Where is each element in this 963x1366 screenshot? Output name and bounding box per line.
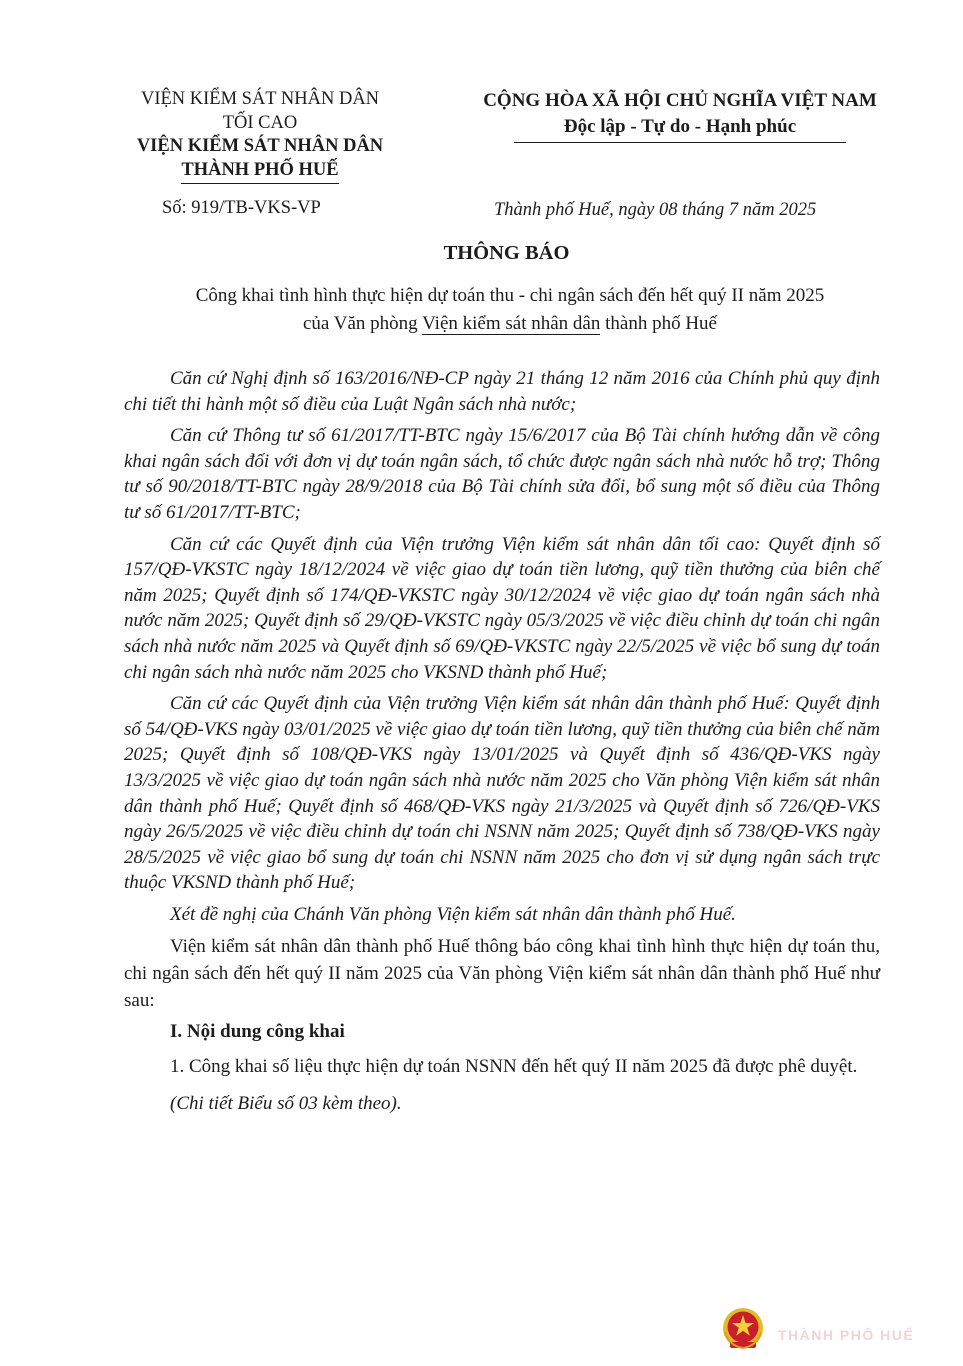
- subtitle-line-1: Công khai tình hình thực hiện dự toán thu - chi ngân sách đến hết quý II năm 2025: [195, 285, 825, 306]
- national-motto: Độc lập - Tự do - Hạnh phúc: [514, 114, 846, 143]
- document-title: THÔNG BÁO: [443, 242, 570, 264]
- item-1-paragraph: 1. Công khai số liệu thực hiện dự toán NSNN đến hết quý II năm 2025 đã được phê duyệt.: [170, 1056, 858, 1078]
- agency-line-1: VIỆN KIỂM SÁT NHÂN DÂN: [140, 89, 380, 109]
- legal-basis-4: Căn cứ các Quyết định của Viện trưởng Viện kiểm sát nhân dân thành phố Huế: Quyết định số 54/QĐ-VKS ngày 03/01/2025 về việc giao dự toán tiền lương, quỹ tiền thưởng của biên chế năm 2025; Quyết định số 108/QĐ-VKS ngày 13/01/2025 và Quyết định số 436/QĐ-VKS ngày 13/3/2025 về việc giao dự toán ngân sách nhà nước năm 2025 cho Văn phòng Viện kiểm sát nhân dân thành phố Huế; Quyết định số 468/QĐ-VKS ngày 21/3/2025 và Quyết định số 726/QĐ-VKS ngày 26/5/2025 về việc điều chỉnh dự toán chi NSNN năm 2025; Quyết định số 738/QĐ-VKS ngày 28/5/2025 về việc giao bổ sung dự toán chi NSNN năm 2025 cho đơn vị sử dụng ngân sách trực thuộc VKSND thành phố Huế;: [124, 693, 880, 894]
- item-1-note: (Chi tiết Biểu số 03 kèm theo).: [170, 1093, 402, 1115]
- legal-basis-1: Căn cứ Nghị định số 163/2016/NĐ-CP ngày 21 tháng 12 năm 2016 của Chính phủ quy định chi tiết thi hành một số điều của Luật Ngân sách nhà nước;: [124, 368, 880, 415]
- place-and-date: Thành phố Huế, ngày 08 tháng 7 năm 2025: [494, 200, 817, 220]
- section-1-heading: I. Nội dung công khai: [170, 1021, 345, 1043]
- subtitle-line-2-suffix: thành phố Huế: [600, 313, 717, 334]
- agency-line-2: TỐI CAO: [222, 112, 298, 133]
- country-title: CỘNG HÒA XÃ HỘI CHỦ NGHĨA VIỆT NAM: [483, 90, 877, 111]
- document-subtitle: [120, 282, 900, 338]
- issuing-agency-block: [110, 88, 410, 184]
- agency-line-3: VIỆN KIỂM SÁT NHÂN DÂN: [136, 136, 384, 156]
- national-title-block: [460, 88, 900, 143]
- agency-line-4: THÀNH PHỐ HUẾ: [181, 159, 338, 185]
- subtitle-underlined-text: Viện kiểm sát nhân dân: [422, 313, 601, 334]
- document-body: [124, 366, 880, 1117]
- subtitle-line-2: [120, 310, 900, 338]
- announcement-paragraph: Viện kiểm sát nhân dân thành phố Huế thông báo công khai tình hình thực hiện dự toán thu, chi ngân sách đến hết quý II năm 2025 của Văn phòng Viện kiểm sát nhân dân thành phố Huế như sau:: [124, 936, 880, 1012]
- legal-basis-2: Căn cứ Thông tư số 61/2017/TT-BTC ngày 15/6/2017 của Bộ Tài chính hướng dẫn về công khai ngân sách đối với đơn vị dự toán ngân sách, tổ chức được ngân sách nhà nước hỗ trợ; Thông tư số 90/2018/TT-BTC ngày 28/9/2018 của Bộ Tài chính sửa đổi, bổ sung một số điều của Thông tư số 61/2017/TT-BTC;: [124, 425, 880, 523]
- proposal-paragraph: Xét đề nghị của Chánh Văn phòng Viện kiểm sát nhân dân thành phố Huế.: [170, 903, 736, 925]
- national-emblem-icon: [721, 1306, 765, 1352]
- subtitle-line-2-prefix: của Văn phòng: [303, 313, 423, 334]
- watermark-text: THÀNH PHỐ HUẾ: [778, 1327, 915, 1343]
- legal-basis-3: Căn cứ các Quyết định của Viện trưởng Viện kiểm sát nhân dân tối cao: Quyết định số 157/QĐ-VKSTC ngày 18/12/2024 về việc giao dự toán tiền lương, quỹ tiền thưởng của biên chế năm 2025; Quyết định số 174/QĐ-VKSTC ngày 30/12/2024 về việc giao dự toán ngân sách nhà nước năm 2025; Quyết định số 29/QĐ-VKSTC ngày 05/3/2025 về việc điều chỉnh dự toán chi ngân sách nhà nước năm 2025 và Quyết định số 69/QĐ-VKSTC ngày 22/5/2025 về việc bổ sung dự toán chi ngân sách nhà nước năm 2025 cho VKSND thành phố Huế;: [124, 533, 880, 683]
- document-number: Số: 919/TB-VKS-VP: [162, 198, 321, 218]
